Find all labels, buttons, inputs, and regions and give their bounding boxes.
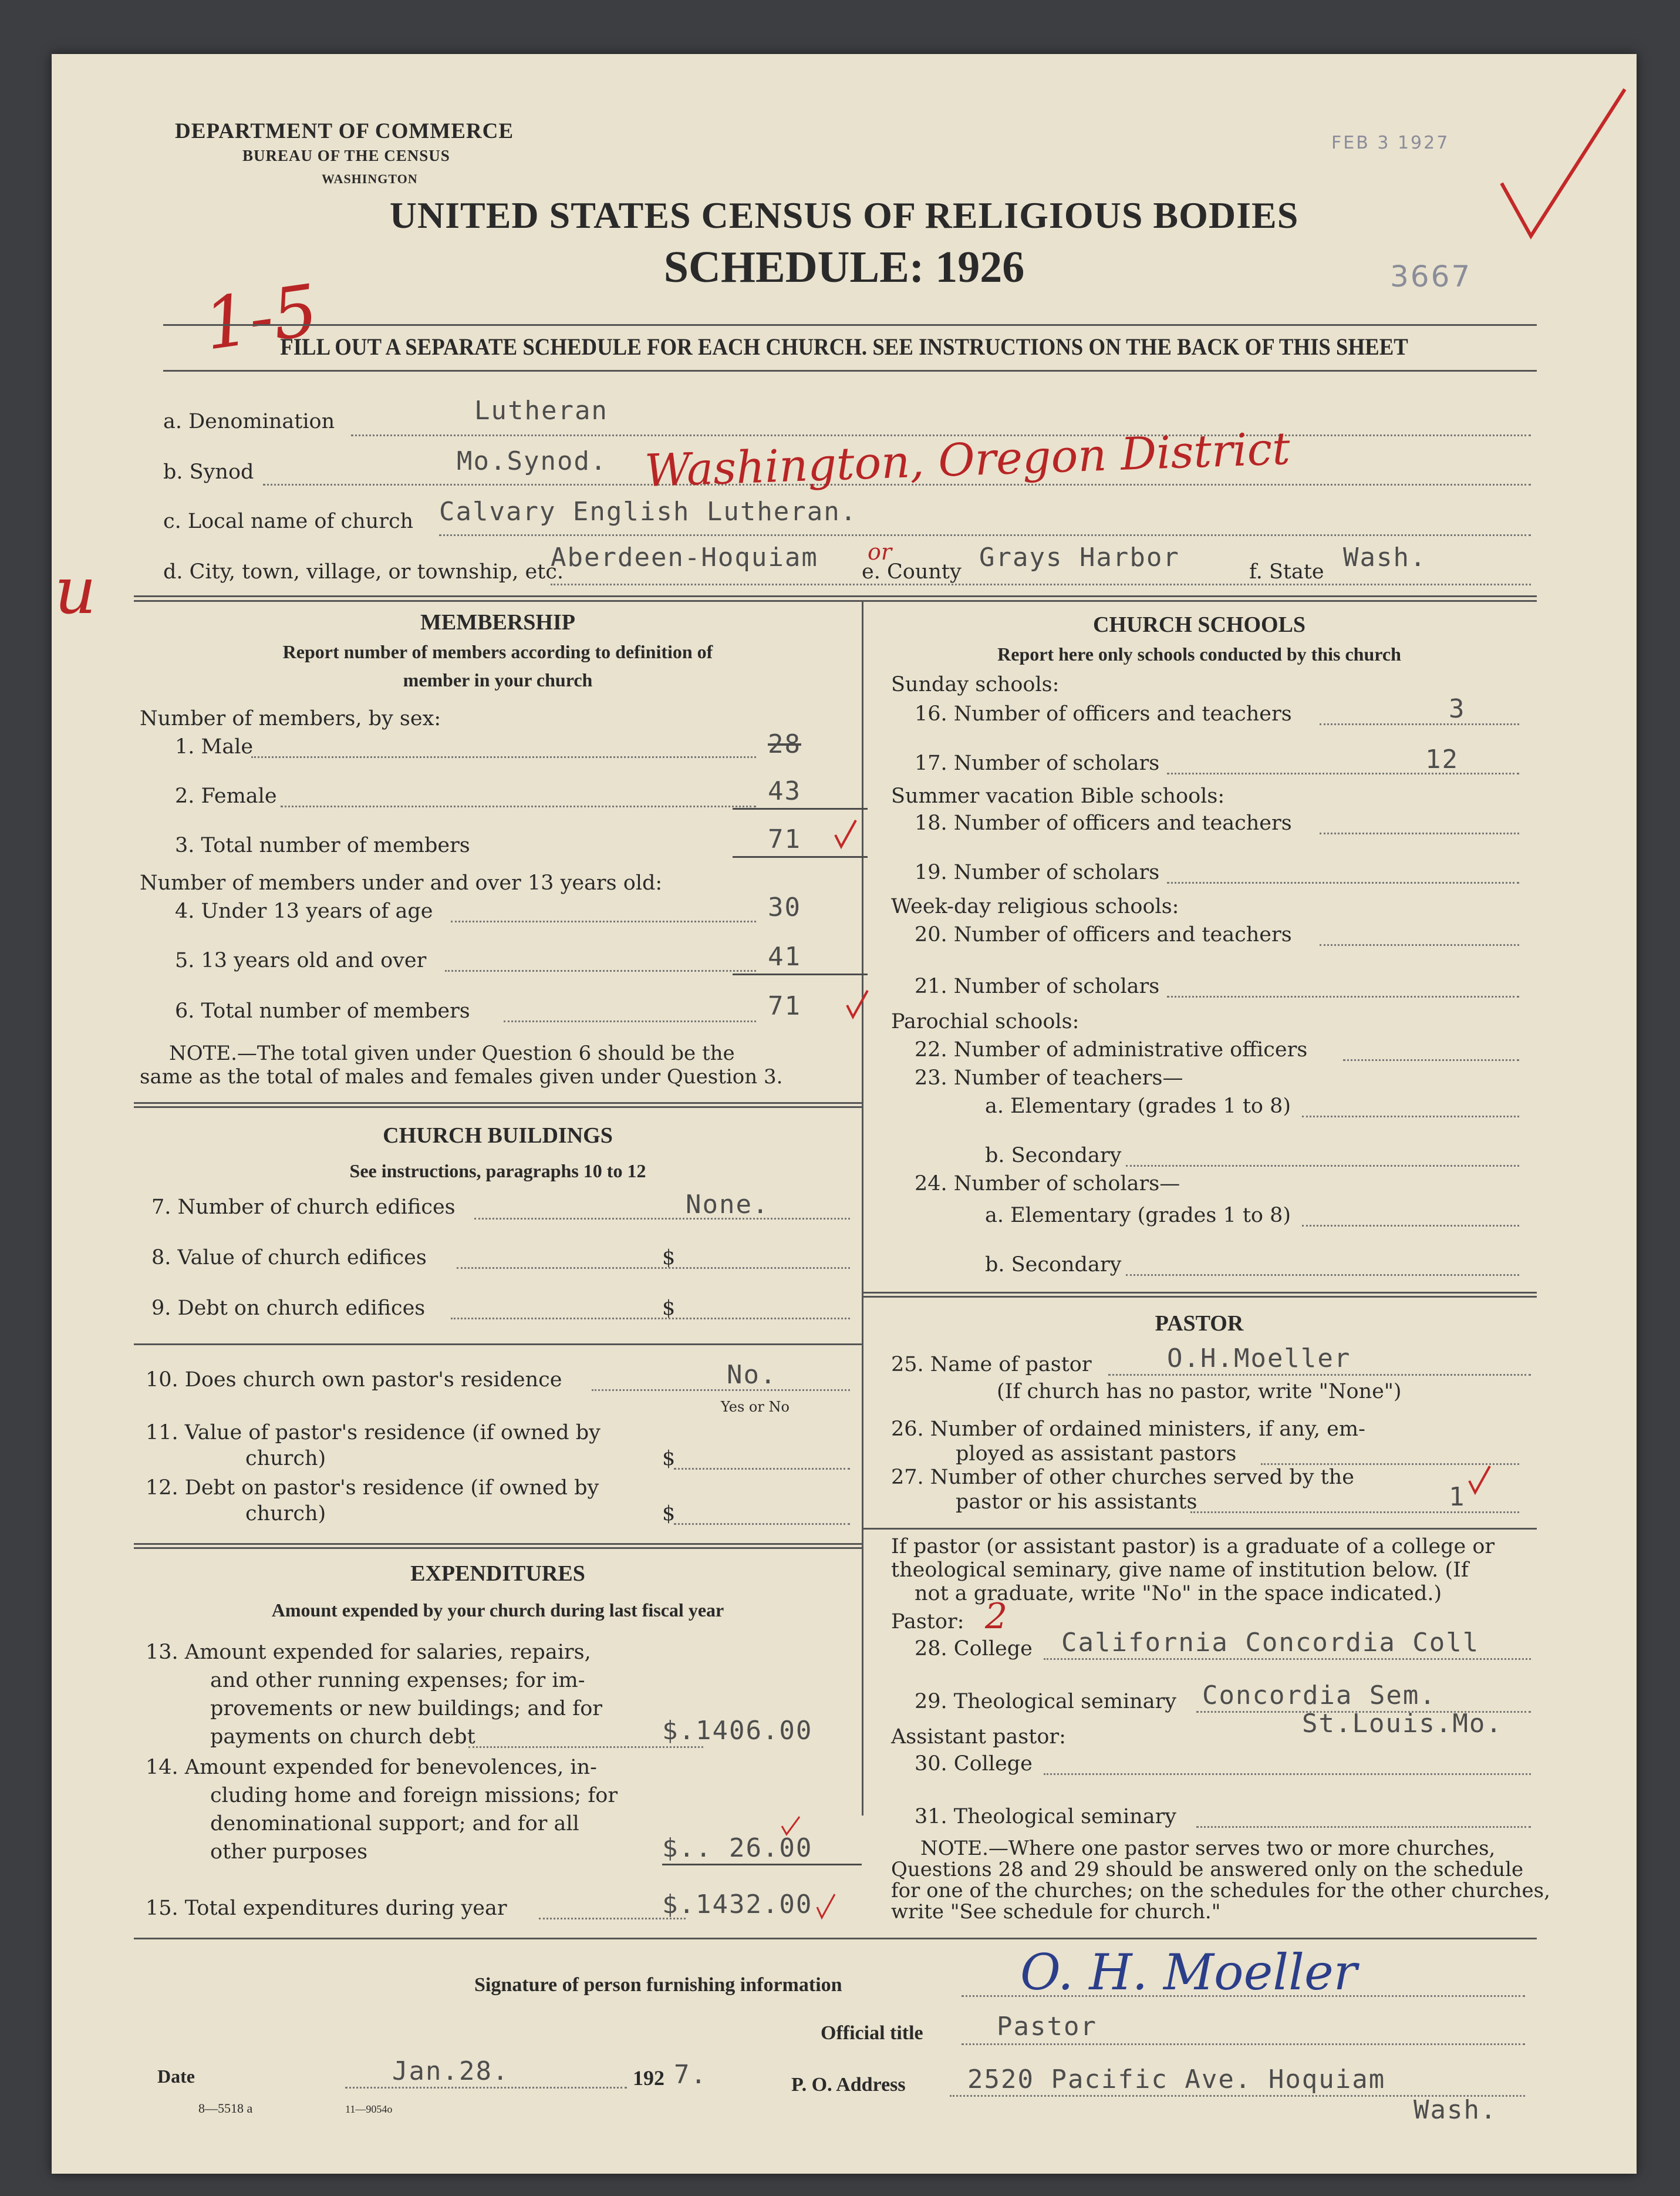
signature-value[interactable]: O. H. Moeller	[1020, 1944, 1357, 2001]
under13-label: 4. Under 13 years of age	[175, 900, 433, 923]
schools-title: CHURCH SCHOOLS	[1092, 612, 1306, 637]
over13-label: 5. 13 years old and over	[175, 949, 427, 972]
male-label: 1. Male	[175, 735, 254, 759]
q28-value[interactable]: California Concordia Coll	[1061, 1628, 1480, 1658]
expenditures-subtitle: Amount expended by your church during last fiscal year	[271, 1599, 724, 1621]
female-label: 2. Female	[175, 784, 277, 808]
bureau-line: BUREAU OF THE CENSUS	[242, 147, 450, 164]
female-value[interactable]: 43	[768, 776, 801, 806]
official-title-label: Official title	[821, 2022, 923, 2044]
red-number-mark: 2	[985, 1596, 1008, 1637]
q13-line-1: 13. Amount expended for salaries, repairs,	[146, 1641, 591, 1664]
q14-line-2: cluding home and foreign missions; for	[210, 1784, 618, 1807]
q25-label: 25. Name of pastor	[891, 1353, 1092, 1376]
pastor-title: PASTOR	[1155, 1311, 1244, 1336]
red-tick-icon	[832, 817, 862, 853]
q23a-label: a. Elementary (grades 1 to 8)	[985, 1094, 1291, 1118]
members-by-sex-heading: Number of members, by sex:	[140, 707, 441, 730]
q24-label: 24. Number of scholars—	[915, 1172, 1180, 1195]
q13-line-4: payments on church debt	[210, 1725, 475, 1749]
under13-value[interactable]: 30	[768, 892, 801, 922]
synod-handwritten: Washington, Oregon District	[643, 422, 1291, 497]
total-members-2-label: 6. Total number of members	[175, 999, 470, 1023]
male-value[interactable]: 28	[768, 729, 801, 759]
q13-line-2: and other running expenses; for im-	[210, 1669, 585, 1692]
q16-value[interactable]: 3	[1449, 694, 1466, 724]
value-residence-label-1: 11. Value of pastor's residence (if owned by	[146, 1421, 601, 1444]
total-members-2-value[interactable]: 71	[768, 991, 801, 1021]
denomination-label: a. Denomination	[163, 410, 335, 433]
red-checkmark-icon	[1490, 78, 1631, 242]
local-name-value[interactable]: Calvary English Lutheran.	[439, 497, 858, 527]
membership-note-1: NOTE.—The total given under Question 6 should be the	[169, 1042, 735, 1065]
red-mark-left: 1-5	[199, 270, 323, 366]
q13-line-3: provements or new buildings; and for	[210, 1697, 603, 1720]
weekday-schools-heading: Week-day religious schools:	[891, 895, 1179, 918]
value-residence-dollar: $	[662, 1447, 676, 1470]
graduate-instruction-2: theological seminary, give name of institution below. (If	[891, 1558, 1469, 1582]
parochial-schools-heading: Parochial schools:	[891, 1010, 1079, 1033]
q26-line-2: ployed as assistant pastors	[956, 1442, 1237, 1466]
schedule-number-stamp: 3667	[1390, 260, 1472, 294]
q17-value[interactable]: 12	[1425, 745, 1459, 774]
pastor-note-2: Questions 28 and 29 should be answered only on the schedule	[891, 1858, 1524, 1881]
state-label: f. State	[1249, 560, 1324, 584]
department-line: DEPARTMENT OF COMMERCE	[175, 119, 514, 143]
buildings-subtitle: See instructions, paragraphs 10 to 12	[349, 1160, 646, 1181]
q23-label: 23. Number of teachers—	[915, 1066, 1183, 1090]
total-members-label: 3. Total number of members	[175, 834, 470, 857]
total-members-value[interactable]: 71	[768, 824, 801, 854]
synod-label: b. Synod	[163, 460, 254, 484]
q13-value[interactable]: $.1406.00	[662, 1716, 813, 1746]
q25-hint: (If church has no pastor, write "None")	[997, 1380, 1402, 1403]
po-address-value[interactable]: 2520 Pacific Ave. Hoquiam	[967, 2064, 1386, 2094]
county-value[interactable]: Grays Harbor	[979, 543, 1180, 572]
debt-residence-label-1: 12. Debt on pastor's residence (if owned by	[146, 1476, 599, 1500]
pastor-note-4: write "See schedule for church."	[891, 1900, 1221, 1924]
q29-value-line-2[interactable]: St.Louis.Mo.	[1302, 1709, 1503, 1739]
po-address-value-2[interactable]: Wash.	[1414, 2095, 1497, 2125]
schedule-title: SCHEDULE: 1926	[663, 242, 1025, 292]
q19-label: 19. Number of scholars	[915, 861, 1160, 884]
city-or-mark: or	[868, 539, 892, 565]
schools-subtitle: Report here only schools conducted by this church	[997, 644, 1401, 665]
q28-label: 28. College	[915, 1637, 1033, 1661]
q18-label: 18. Number of officers and teachers	[915, 811, 1292, 835]
pastor-sublabel: Pastor:	[891, 1610, 964, 1633]
q21-label: 21. Number of scholars	[915, 975, 1160, 998]
red-tick-icon	[1466, 1463, 1496, 1498]
q31-label: 31. Theological seminary	[915, 1805, 1177, 1828]
membership-subtitle-2: member in your church	[403, 669, 593, 691]
received-date-stamp: FEB 3 1927	[1331, 133, 1450, 153]
q14-line-3: denominational support; and for all	[210, 1812, 579, 1835]
census-form-sheet	[52, 54, 1637, 2174]
buildings-title: CHURCH BUILDINGS	[383, 1123, 613, 1148]
membership-subtitle-1: Report number of members according to definition of	[282, 641, 713, 662]
sunday-schools-heading: Sunday schools:	[891, 673, 1060, 696]
year-value[interactable]: 7.	[674, 2060, 707, 2090]
q15-label: 15. Total expenditures during year	[146, 1897, 507, 1920]
po-address-label: P. O. Address	[791, 2074, 906, 2096]
synod-value[interactable]: Mo.Synod.	[457, 446, 608, 476]
graduate-instruction-1: If pastor (or assistant pastor) is a graduate of a college or	[891, 1535, 1495, 1558]
q30-label: 30. College	[915, 1752, 1033, 1776]
signature-label: Signature of person furnishing information	[474, 1974, 842, 1996]
q27-line-1: 27. Number of other churches served by the	[891, 1466, 1354, 1489]
q14-line-4: other purposes	[210, 1840, 368, 1864]
membership-note-2: same as the total of males and females given under Question 3.	[140, 1065, 783, 1089]
q16-label: 16. Number of officers and teachers	[915, 702, 1292, 726]
owns-residence-value[interactable]: No.	[727, 1360, 777, 1390]
value-edifices-label: 8. Value of church edifices	[151, 1246, 427, 1269]
date-value[interactable]: Jan.28.	[392, 2056, 510, 2086]
pastor-name-value[interactable]: O.H.Moeller	[1167, 1343, 1351, 1373]
print-number: 11—9054o	[345, 2103, 393, 2115]
edifices-label: 7. Number of church edifices	[151, 1195, 456, 1219]
city-label: d. City, town, village, or township, etc.	[163, 560, 564, 584]
graduate-instruction-3: not a graduate, write "No" in the space indicated.)	[915, 1582, 1442, 1605]
county-label: e. County	[862, 560, 962, 584]
debt-residence-dollar: $	[662, 1502, 676, 1525]
q29-value[interactable]: Concordia Sem.	[1202, 1680, 1436, 1710]
q27-value[interactable]: 1	[1449, 1482, 1466, 1512]
pastor-note-1: NOTE.—Where one pastor serves two or more churches,	[920, 1837, 1496, 1860]
edifices-value[interactable]: None.	[686, 1190, 770, 1220]
assistant-pastor-sublabel: Assistant pastor:	[891, 1725, 1066, 1749]
denomination-value[interactable]: Lutheran	[474, 396, 608, 426]
q15-value[interactable]: $.1432.00	[662, 1889, 813, 1919]
q26-line-1: 26. Number of ordained ministers, if any, em-	[891, 1417, 1365, 1441]
red-margin-mark: u	[55, 553, 96, 628]
q17-label: 17. Number of scholars	[915, 752, 1160, 775]
red-tick-icon	[780, 1814, 803, 1838]
q29-label: 29. Theological seminary	[915, 1690, 1177, 1713]
form-number: 8—5518 a	[198, 2101, 253, 2116]
local-name-label: c. Local name of church	[163, 510, 414, 533]
q20-label: 20. Number of officers and teachers	[915, 923, 1292, 947]
date-label: Date	[157, 2066, 195, 2087]
q22-label: 22. Number of administrative officers	[915, 1038, 1308, 1062]
summer-schools-heading: Summer vacation Bible schools:	[891, 784, 1225, 808]
q14-value[interactable]: $.. 26.00	[662, 1833, 813, 1863]
red-tick-icon	[815, 1892, 838, 1921]
membership-title: MEMBERSHIP	[420, 610, 575, 635]
q14-line-1: 14. Amount expended for benevolences, in-	[146, 1756, 597, 1779]
value-edifices-dollar: $	[662, 1246, 676, 1269]
official-title-value[interactable]: Pastor	[997, 2012, 1097, 2042]
age-heading: Number of members under and over 13 years old:	[140, 871, 663, 895]
pastor-note-3: for one of the churches; on the schedules for the other churches,	[891, 1879, 1550, 1902]
yes-or-no-hint: Yes or No	[721, 1399, 790, 1415]
red-tick-icon	[844, 988, 873, 1023]
q23b-label: b. Secondary	[985, 1144, 1122, 1167]
form-title: UNITED STATES CENSUS OF RELIGIOUS BODIES	[389, 194, 1299, 236]
owns-residence-label: 10. Does church own pastor's residence	[146, 1368, 562, 1392]
washington-line: WASHINGTON	[322, 171, 418, 186]
expenditures-title: EXPENDITURES	[410, 1561, 585, 1586]
over13-value[interactable]: 41	[768, 942, 801, 972]
debt-edifices-dollar: $	[662, 1296, 676, 1320]
q24a-label: a. Elementary (grades 1 to 8)	[985, 1204, 1291, 1227]
instruction-banner: FILL OUT A SEPARATE SCHEDULE FOR EACH CHURCH. SEE INSTRUCTIONS ON THE BACK OF THIS SHEET	[280, 334, 1408, 360]
debt-edifices-label: 9. Debt on church edifices	[151, 1296, 426, 1320]
city-value[interactable]: Aberdeen-Hoquiam	[551, 543, 818, 572]
state-value[interactable]: Wash.	[1343, 543, 1427, 572]
q24b-label: b. Secondary	[985, 1253, 1122, 1276]
debt-residence-label-2: church)	[245, 1502, 326, 1525]
value-residence-label-2: church)	[245, 1447, 326, 1470]
year-prefix: 192	[633, 2066, 664, 2090]
q27-line-2: pastor or his assistants	[956, 1490, 1197, 1514]
